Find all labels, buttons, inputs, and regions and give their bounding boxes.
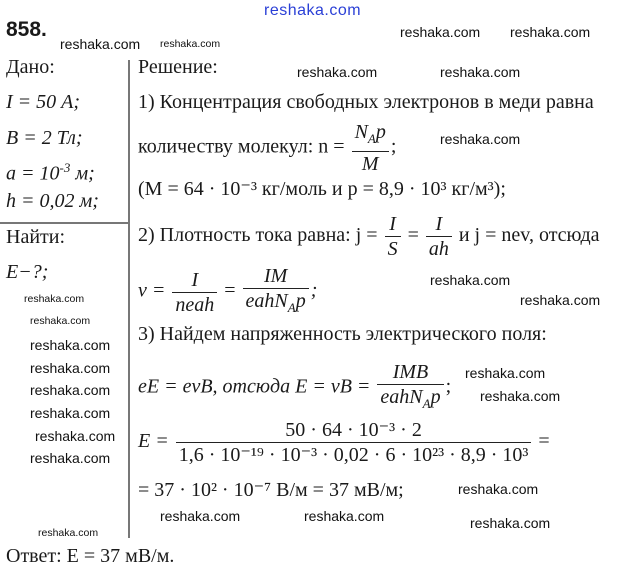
watermark: reshaka.com (30, 405, 111, 421)
fraction-numerator: I (435, 213, 443, 235)
den-text: eahN (245, 290, 288, 312)
den-sub: A (287, 300, 296, 315)
den-tail: p (295, 290, 306, 312)
given-find-divider (0, 222, 128, 224)
calc-prefix: E = (138, 430, 169, 453)
fraction-numerator: IM (263, 265, 288, 287)
watermark: reshaka.com (520, 292, 601, 308)
calc-suffix: = (538, 430, 550, 453)
watermark: reshaka.com (30, 450, 111, 466)
step1-prefix: количеству молекул: n = (138, 135, 345, 158)
watermark: reshaka.com (480, 388, 561, 404)
given-field: B = 2 Тл; (6, 127, 83, 149)
velocity-fraction-1 (172, 268, 217, 317)
watermark: reshaka.com (160, 38, 221, 50)
watermark: reshaka.com (510, 24, 591, 40)
watermark: reshaka.com (470, 515, 551, 531)
fraction-denominator: M (352, 151, 389, 176)
step1-constants: (M = 64 · 10⁻³ кг/моль и p = 8,9 · 10³ кг/м³); (138, 178, 506, 200)
field-formula (138, 360, 451, 416)
eE-suffix: ; (445, 375, 452, 398)
velocity-fraction-2 (243, 264, 309, 320)
fraction-numerator: IMB (392, 361, 429, 383)
step1-line1: 1) Концентрация свободных электронов в меди равна (138, 91, 594, 113)
den-tail: p (430, 386, 441, 408)
given-thickness: h = 0,02 м; (6, 190, 99, 212)
watermark: reshaka.com (430, 272, 511, 288)
watermark: reshaka.com (30, 337, 111, 353)
watermark: reshaka.com (458, 481, 539, 497)
fraction-numerator: I (191, 268, 199, 291)
step2-suffix: и j = nev, отсюда (458, 224, 600, 247)
step2-formula (138, 212, 600, 261)
num-sub: A (367, 131, 376, 146)
column-divider (128, 60, 130, 538)
watermark: reshaka.com (30, 315, 91, 327)
den-sub: A (422, 396, 431, 411)
field-fraction (377, 360, 443, 416)
problem-number: 858. (6, 18, 47, 41)
given-width-base: a = 10 (6, 162, 60, 185)
watermark: reshaka.com (30, 382, 111, 398)
result-line: = 37 · 10² · 10⁻⁷ В/м = 37 мВ/м; (138, 479, 404, 501)
num-tail: p (375, 121, 386, 143)
fraction-denominator: S (385, 236, 401, 261)
step1-suffix: ; (390, 135, 397, 158)
velocity-formula (138, 264, 317, 320)
find-title: Найти: (6, 226, 66, 248)
step2-prefix: 2) Плотность тока равна: j = (138, 224, 378, 247)
given-width-exp: -3 (59, 160, 71, 175)
fraction-denominator (377, 384, 443, 416)
fraction-numerator: I (389, 213, 396, 235)
fraction-denominator: ah (426, 236, 452, 261)
watermark: reshaka.com (30, 360, 111, 376)
given-title: Дано: (6, 56, 55, 78)
v-suffix: ; (310, 279, 318, 302)
step3-line: 3) Найдем напряженность электрического поля: (138, 323, 547, 345)
fraction-denominator: 1,6 · 10⁻¹⁹ · 10⁻³ · 0,02 · 6 · 10²³ · 8,9 · 10³ (176, 442, 532, 467)
concentration-fraction (352, 120, 389, 176)
calculation-fraction (176, 418, 532, 467)
watermark: reshaka.com (465, 365, 546, 381)
watermark: reshaka.com (440, 64, 521, 80)
calculation (138, 418, 550, 467)
eE-prefix: eE = evB, отсюда E = vB = (138, 375, 371, 398)
find-item: E−?; (6, 261, 49, 283)
watermark: reshaka.com (400, 24, 481, 40)
current-density-fraction-1 (385, 212, 401, 261)
watermark: reshaka.com (60, 36, 141, 52)
equals: = (407, 224, 419, 247)
equals: = (224, 279, 236, 302)
fraction-numerator (352, 120, 389, 151)
watermark: reshaka.com (38, 527, 99, 539)
current-density-fraction-2 (426, 212, 452, 261)
watermark: reshaka.com (304, 508, 385, 524)
watermark: reshaka.com (24, 293, 85, 305)
step1-formula (138, 120, 396, 176)
fraction-numerator: 50 · 64 · 10⁻³ · 2 (285, 419, 422, 441)
solution-title: Решение: (138, 56, 218, 78)
fraction-denominator: neah (172, 292, 217, 317)
watermark: reshaka.com (160, 508, 241, 524)
given-width-unit: м; (70, 162, 95, 185)
given-width (6, 160, 95, 186)
v-prefix: v = (138, 279, 166, 302)
num-text: N (354, 121, 368, 143)
given-current: I = 50 А; (6, 91, 81, 113)
den-text: eahN (380, 386, 423, 408)
fraction-denominator (243, 288, 309, 320)
watermark: reshaka.com (440, 131, 521, 147)
watermark: reshaka.com (35, 428, 116, 444)
answer: Ответ: E = 37 мВ/м. (6, 545, 175, 567)
watermark-top: reshaka.com (264, 2, 362, 19)
watermark: reshaka.com (297, 64, 378, 80)
